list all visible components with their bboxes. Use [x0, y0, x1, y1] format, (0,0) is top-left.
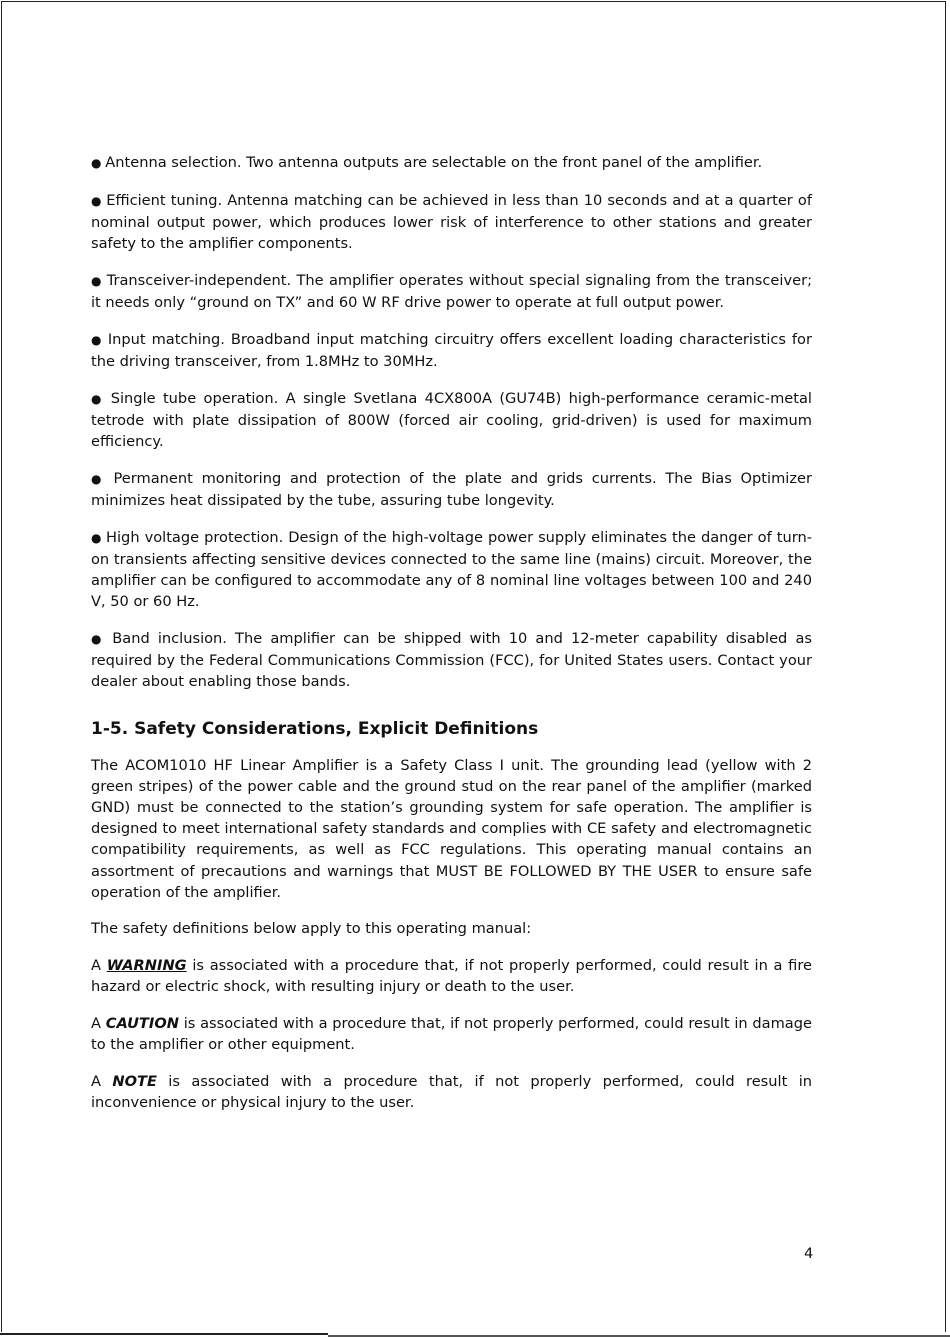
note-term: NOTE: [112, 1073, 157, 1090]
page-bottom-rule: [0, 1333, 328, 1335]
bullet-transceiver-independent: ● Transceiver-independent. The amplifier operates without special signaling from the transceiver; it needs only “ground on TX” and 60 W RF drive power to operate at full output power.: [91, 270, 812, 313]
bullet-band-inclusion: ● Band inclusion. The amplifier can be shipped with 10 and 12-meter capability disabled as required by the Federal Communications Commission (FCC), for United States users. Contact your dealer about enabling those bands.: [91, 628, 812, 693]
note-text: is associated with a procedure that, if not properly performed, could result in inconvenience or physical injury to the user.: [91, 1073, 812, 1112]
caution-text: is associated with a procedure that, if not properly performed, could result in damage to the amplifier or other equipment.: [91, 1015, 812, 1054]
section-heading: 1-5. Safety Considerations, Explicit Definitions: [91, 718, 539, 739]
bullet-permanent-monitoring: ● Permanent monitoring and protection of the plate and grids currents. The Bias Optimizer minimizes heat dissipated by the tube, assuring tube longevity.: [91, 468, 812, 511]
safety-intro-paragraph: The ACOM1010 HF Linear Amplifier is a Safety Class I unit. The grounding lead (yellow with 2 green stripes) of the power cable and the ground stud on the rear panel of the amplifier (marked GND) must be connected to the station’s grounding system for safe operation. The amplifier is designed to meet international safety standards and complies with CE safety and electromagnetic compatibility requirements, as well as FCC regulations. This operating manual contains an assortment of precautions and warnings that MUST BE FOLLOWED BY THE USER to ensure safe operation of the amplifier.: [91, 756, 812, 901]
page-bottom-rule-right: [328, 1335, 950, 1337]
definitions-lead: The safety definitions below apply to this operating manual:: [91, 920, 532, 938]
page-number: 4: [804, 1245, 814, 1262]
bullet-antenna-selection: ● Antenna selection. Two antenna outputs are selectable on the front panel of the amplifier.: [91, 152, 812, 174]
warning-text: is associated with a procedure that, if not properly performed, could result in a fire hazard or electric shock, with resulting injury or death to the user.: [91, 957, 813, 996]
warning-article: A: [91, 957, 107, 975]
caution-term: CAUTION: [105, 1015, 179, 1033]
note-article: A: [91, 1073, 113, 1090]
caution-definition: [91, 1013, 812, 1055]
bullet-input-matching: ● Input matching. Broadband input matching circuitry offers excellent loading characteristics for the driving transceiver, from 1.8MHz to 30MHz.: [91, 329, 812, 372]
caution-article: A: [91, 1015, 106, 1033]
warning-term: WARNING: [106, 957, 187, 975]
bullet-high-voltage-protection: ● High voltage protection. Design of the high-voltage power supply eliminates the danger of turn-on transients affecting sensitive devices connected to the same line (mains) circuit. Moreover, the amplifier can be configured to accommodate any of 8 nominal line voltages between 100 and 240 V, 50 or 60 Hz.: [91, 527, 812, 613]
warning-definition: [91, 955, 812, 997]
note-definition: [91, 1071, 812, 1113]
bullet-single-tube: ● Single tube operation. A single Svetlana 4CX800A (GU74B) high-performance ceramic-metal tetrode with plate dissipation of 800W (forced air cooling, grid-driven) is used for maximum efficiency.: [91, 388, 812, 453]
bullet-efficient-tuning: ● Efficient tuning. Antenna matching can be achieved in less than 10 seconds and at a quarter of nominal output power, which produces lower risk of interference to other stations and greater safety to the amplifier components.: [91, 190, 812, 255]
page-content: [91, 152, 812, 1129]
